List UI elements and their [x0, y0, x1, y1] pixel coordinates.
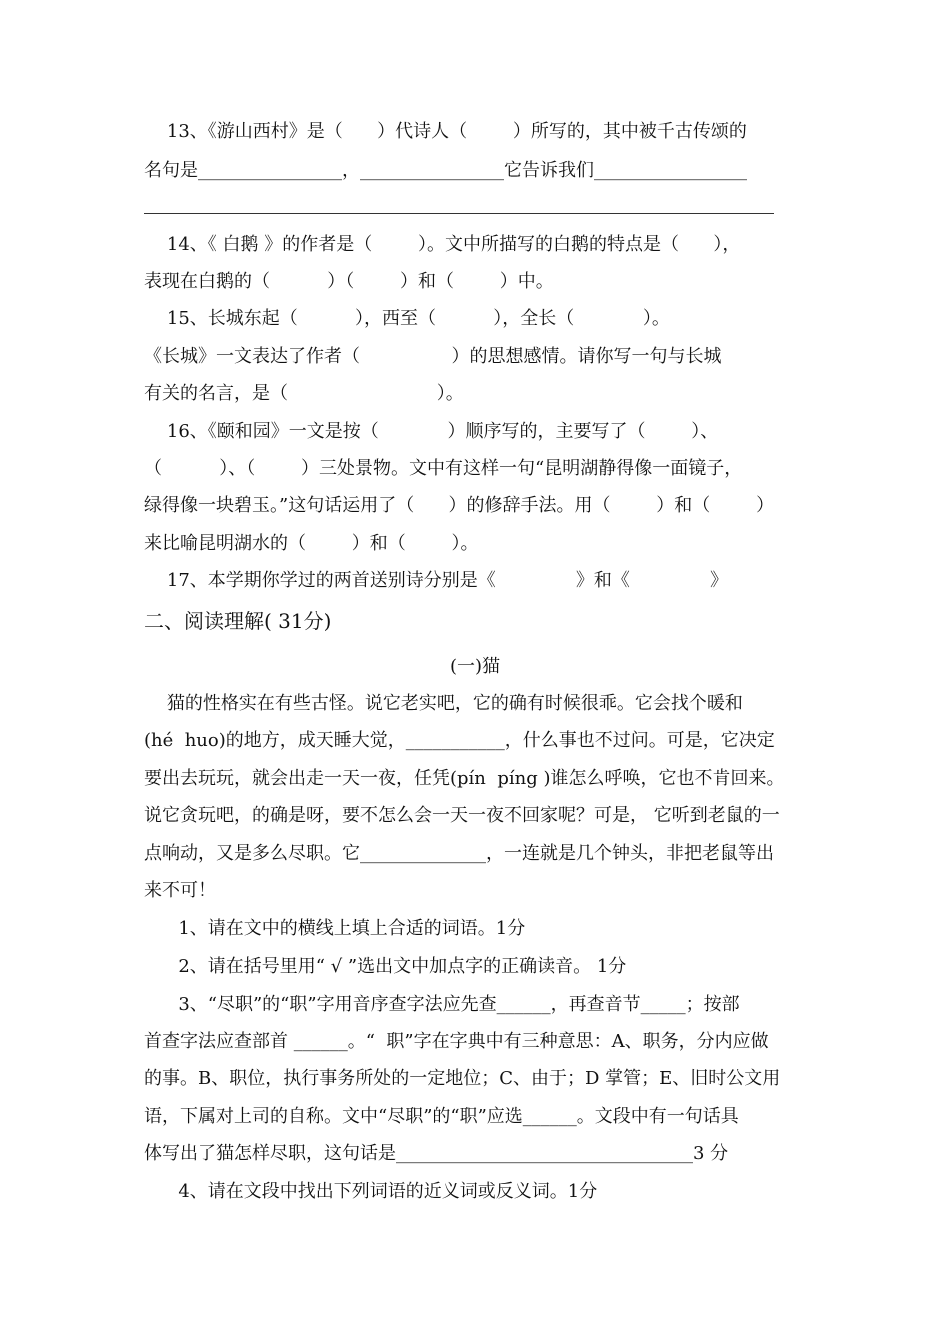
question-14-line-2: 表现在白鹅的（ ）（ ）和（ ）中。 — [144, 271, 554, 292]
passage-line-4: 说它贪玩吧，的确是呀，要不怎么会一天一夜不回家呢？可是， 它听到老鼠的一 — [144, 805, 780, 826]
question-13-line-1: 13、《游山西村》是（ ）代诗人（ ）所写的，其中被千古传颂的 — [144, 121, 747, 142]
question-16-line-2: （ ）、（ ）三处景物。文中有这样一句“昆明湖静得像一面镜子， — [144, 458, 743, 479]
reading-question-3-line-4: 语，下属对上司的自称。文中“尽职”的“职”应选______。文段中有一句话具 — [144, 1106, 739, 1127]
question-16-line-1: 16、《颐和园》一文是按（ ）顺序写的，主要写了（ ）、 — [144, 421, 719, 442]
reading-question-2: 2、请在括号里用“ √ ”选出文中加点字的正确读音。 1分 — [144, 956, 627, 977]
question-16-line-4: 来比喻昆明湖水的（ ）和（ ）。 — [144, 533, 479, 554]
reading-question-3-line-3: 的事。B、职位，执行事务所处的一定地位；C、由于；D 掌管；E、旧时公文用 — [144, 1068, 781, 1089]
passage-line-6: 来不可！ — [144, 880, 216, 901]
reading-question-4: 4、请在文段中找出下列词语的近义词或反义词。1分 — [144, 1181, 598, 1202]
question-17-line: 17、本学期你学过的两首送别诗分别是《 》和《 》 — [144, 570, 728, 591]
passage-line-2: (hé huo)的地方，成天睡大觉，___________，什么事也不过问。可是，它决定 — [144, 730, 775, 751]
question-14-line-1: 14、《 白鹅 》的作者是（ ）。文中所描写的白鹅的特点是（ ）， — [144, 234, 741, 255]
reading-question-3-line-1: 3、“尽职”的“职”字用音序查字法应先查______，再查音节_____；按部 — [144, 994, 740, 1015]
reading-question-3-line-5: 体写出了猫怎样尽职，这句话是_________________________________3 分 — [144, 1143, 729, 1164]
passage-line-1: 猫的性格实在有些古怪。说它老实吧，它的确有时候很乖。它会找个暖和 — [144, 693, 743, 714]
question-15-line-1: 15、长城东起（ ），西至（ ），全长（ ）。 — [144, 308, 670, 329]
question-15-line-3: 有关的名言，是（ ）。 — [144, 383, 464, 404]
question-13-line-2: 名句是________________，________________它告诉我们_________________ — [144, 160, 747, 181]
answer-rule-line — [144, 213, 774, 214]
reading-question-1: 1、请在文中的横线上填上合适的词语。1分 — [144, 918, 526, 939]
reading-question-3-line-2: 首查字法应查部首 ______。“ 职”字在字典中有三种意思：A、职务，分内应做 — [144, 1031, 769, 1052]
question-15-line-2: 《长城》一文表达了作者（ ）的思想感情。请你写一句与长城 — [144, 346, 722, 367]
question-16-line-3: 绿得像一块碧玉。”这句话运用了（ ）的修辞手法。用（ ）和（ ） — [144, 495, 775, 516]
passage-title: (一)猫 — [449, 656, 501, 677]
section-heading-reading: 二、阅读理解( 31分) — [144, 609, 332, 633]
passage-line-5: 点响动，又是多么尽职。它______________，一连就是几个钟头，非把老鼠等出 — [144, 843, 774, 864]
passage-line-3: 要出去玩玩，就会出走一天一夜，任凭(pín píng )谁怎么呼唤，它也不肯回来。 — [144, 768, 785, 789]
